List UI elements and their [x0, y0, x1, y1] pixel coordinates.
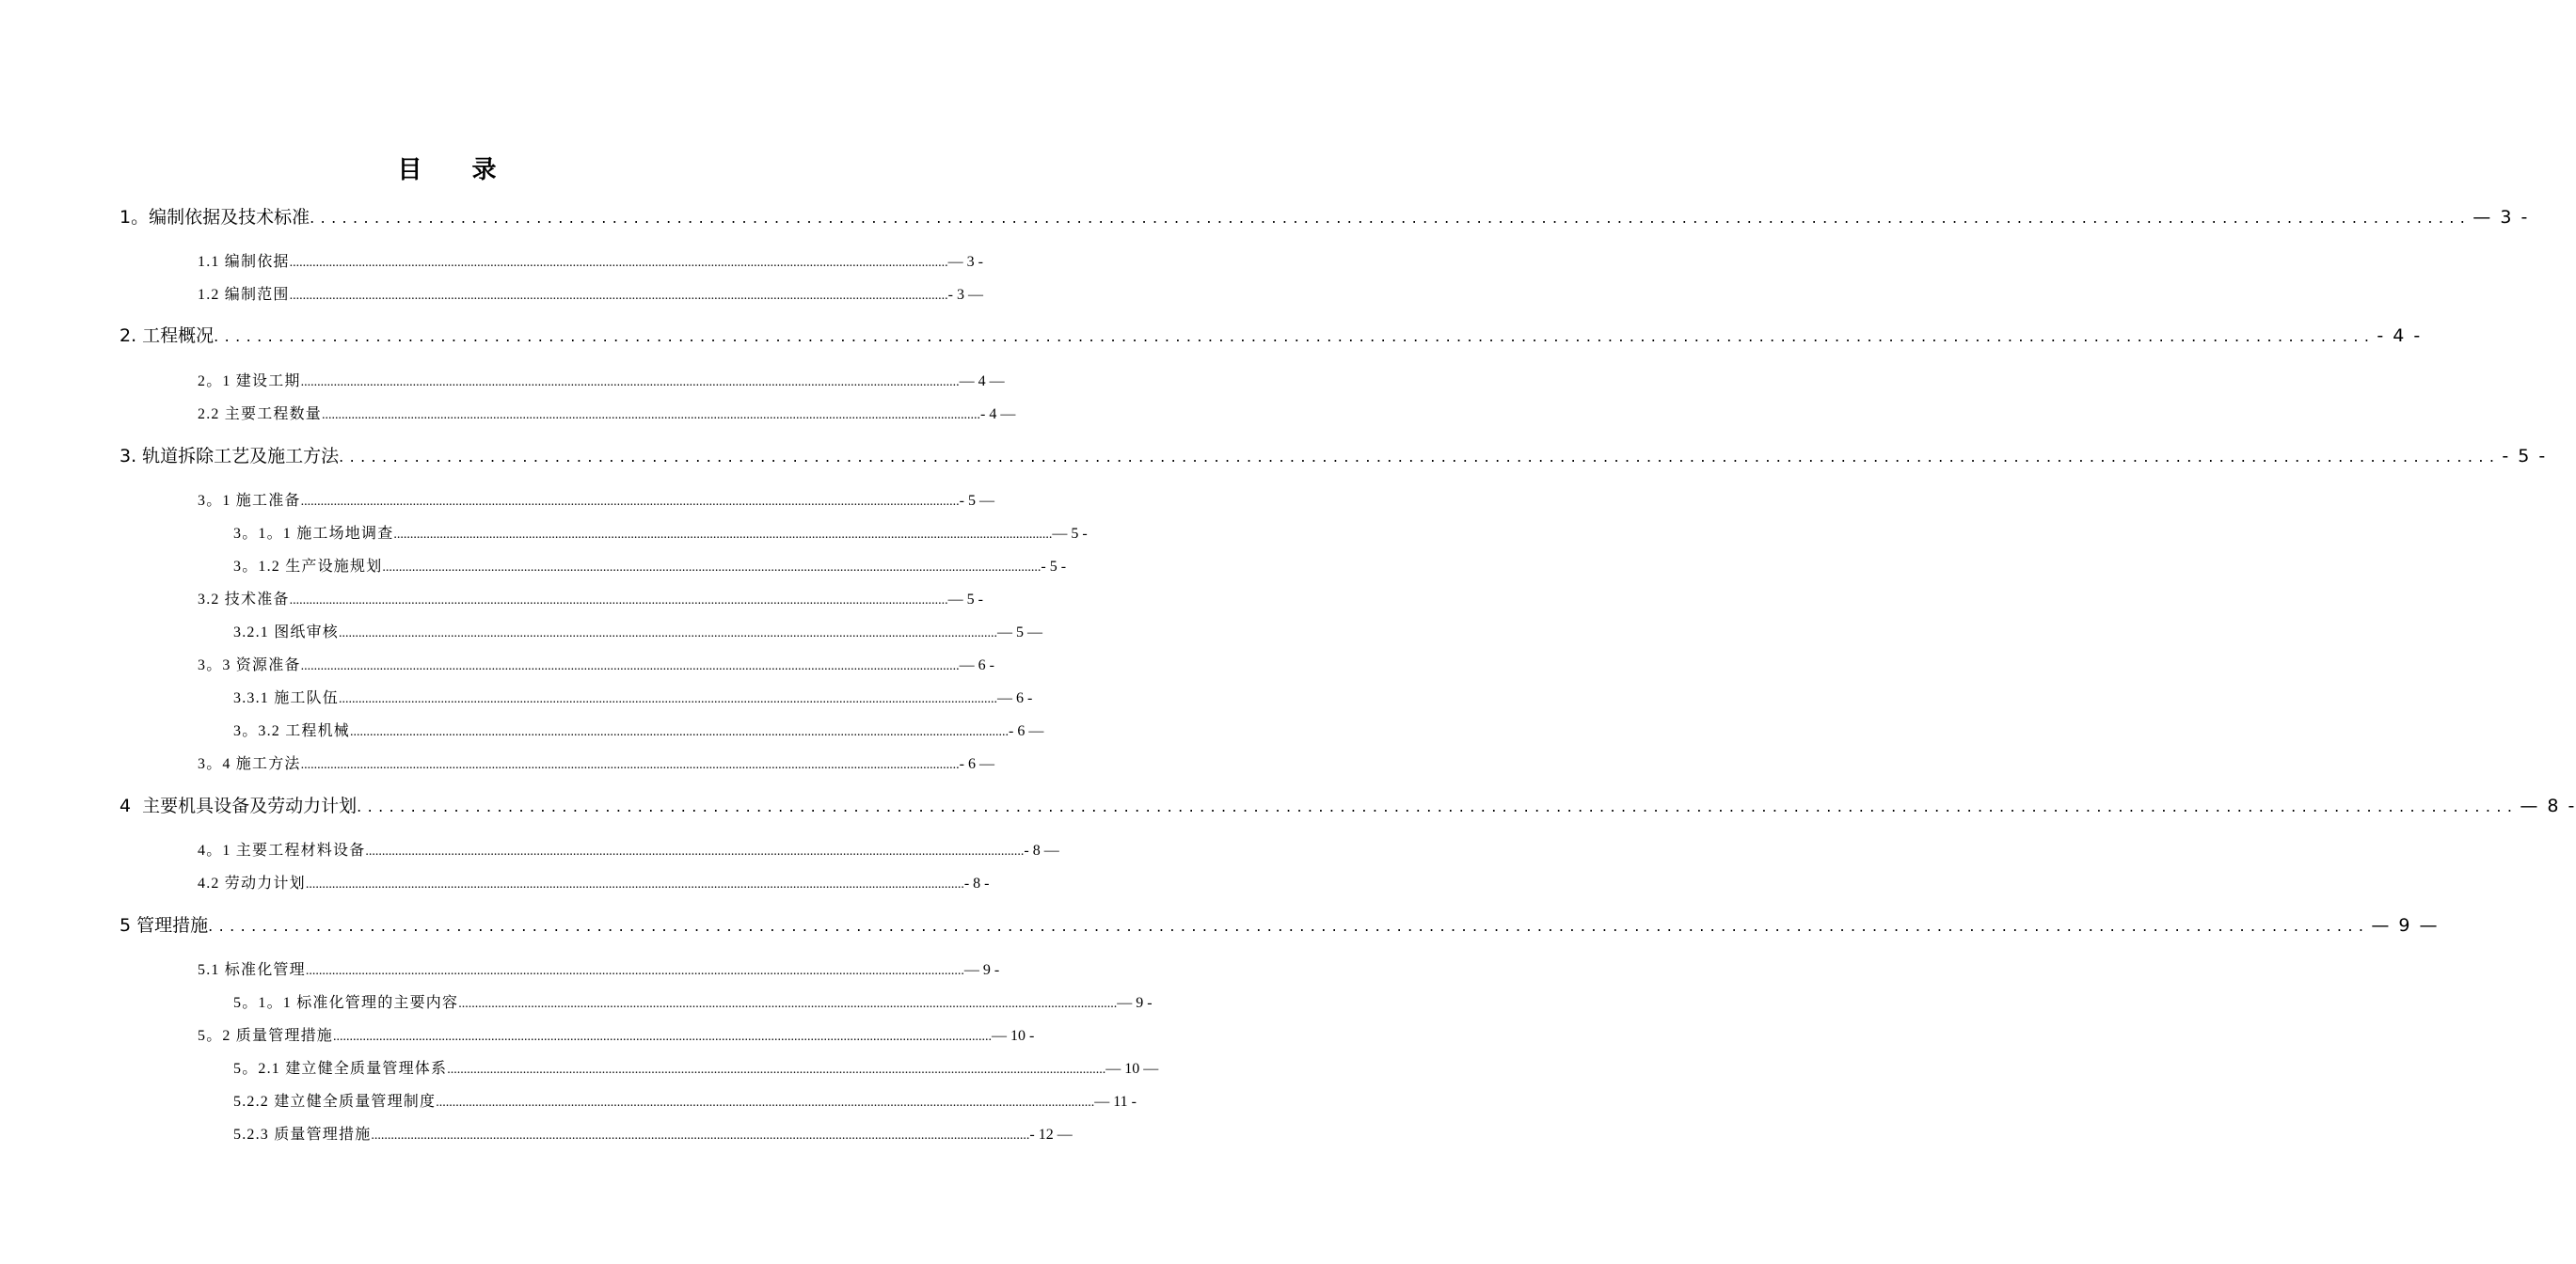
toc-leader: ........................................................................................................................................................................................................ [305, 964, 964, 978]
toc-page-number: - 3 — [947, 287, 983, 303]
toc-entry[interactable] [233, 1056, 1159, 1079]
toc-page-number: — 3 - [947, 254, 983, 270]
toc-entry[interactable] [198, 871, 990, 893]
toc-entry[interactable] [198, 402, 1016, 424]
toc-leader: ........................................................................................................................................................................................................ [357, 798, 2519, 815]
toc-page-number: - 4 — [980, 406, 1016, 422]
toc-leader: ........................................................................................................................................................................................................ [339, 626, 998, 640]
toc-entry[interactable] [198, 587, 983, 609]
toc-page-number: - 12 — [1029, 1127, 1073, 1143]
toc-entry[interactable] [233, 719, 1044, 741]
toc-entry[interactable] [233, 1122, 1073, 1145]
toc-page-number: - 5 — [959, 493, 994, 509]
toc-page-number: — 6 - [959, 657, 994, 673]
toc-entry[interactable] [119, 322, 2423, 350]
toc-entry-label: 3。1。1 施工场地调查 [233, 526, 394, 542]
toc-entry-label: 1.2 编制范围 [198, 287, 290, 303]
toc-title: 目 录 [397, 156, 517, 184]
toc-leader: ........................................................................................................................................................................................................ [289, 289, 948, 303]
toc-leader: ........................................................................................................................................................................................................ [289, 593, 948, 608]
toc-leader: ........................................................................................................................................................................................................ [214, 327, 2376, 345]
toc-leader: ........................................................................................................................................................................................................ [322, 408, 981, 422]
toc-page-number: — 6 - [997, 690, 1033, 706]
toc-entry-label: 3.2.1 图纸审核 [233, 624, 340, 640]
toc-entry-label: 5 管理措施 [119, 915, 209, 936]
toc-entry[interactable] [233, 686, 1033, 708]
toc-entry[interactable] [233, 620, 1043, 642]
toc-entry-label: 5。1。1 标准化管理的主要内容 [233, 995, 459, 1011]
toc-leader: ........................................................................................................................................................................................................ [208, 917, 2370, 935]
toc-leader: ........................................................................................................................................................................................................ [371, 1129, 1030, 1143]
toc-entry-label: 3。3.2 工程机械 [233, 723, 351, 739]
toc-entry[interactable] [233, 1089, 1137, 1112]
toc-entry[interactable] [198, 838, 1059, 861]
toc-entry-label: 3。1 施工准备 [198, 493, 301, 509]
toc-entry-label: 3.3.1 施工队伍 [233, 690, 340, 706]
toc-page-number: - 4 - [2377, 325, 2423, 346]
toc-leader: ........................................................................................................................................................................................................ [289, 256, 948, 270]
toc-entry[interactable] [198, 249, 983, 272]
toc-entry-label: 2.2 主要工程数量 [198, 406, 323, 422]
toc-leader: ........................................................................................................................................................................................................ [382, 561, 1042, 575]
toc-entry[interactable] [119, 792, 2576, 820]
toc-page-number: — 10 — [1105, 1061, 1159, 1077]
toc-page-number: — 4 — [959, 373, 1005, 389]
toc-entry-label: 5。2 质量管理措施 [198, 1028, 334, 1044]
toc-leader: ........................................................................................................................................................................................................ [447, 1063, 1106, 1077]
toc-page-number: — 5 - [1052, 526, 1088, 542]
toc-page-number: - 6 — [1009, 723, 1044, 739]
toc-entry-label: 3。4 施工方法 [198, 756, 301, 772]
toc-leader: ........................................................................................................................................................................................................ [458, 997, 1118, 1011]
toc-entry[interactable] [198, 1023, 1035, 1046]
toc-page-number: — 5 — [997, 624, 1043, 640]
toc-page-number: - 8 - [963, 876, 990, 892]
toc-entry-label: 5.2.2 建立健全质量管理制度 [233, 1094, 437, 1110]
toc-entry-label: 4 主要机具设备及劳动力计划 [119, 796, 358, 816]
toc-leader: ........................................................................................................................................................................................................ [339, 448, 2501, 466]
toc-entry[interactable] [119, 203, 2530, 231]
toc-leader: ........................................................................................................................................................................................................ [333, 1030, 993, 1044]
toc-entry[interactable] [119, 442, 2548, 470]
toc-leader: ........................................................................................................................................................................................................ [310, 209, 2472, 227]
toc-leader: ........................................................................................................................................................................................................ [300, 375, 960, 389]
toc-leader: ........................................................................................................................................................................................................ [350, 725, 1010, 739]
toc-page-number: — 9 — [2371, 915, 2440, 936]
toc-entry-label: 5.1 标准化管理 [198, 962, 306, 978]
toc-page-number: — 5 - [947, 592, 983, 608]
toc-page-number: — 9 - [963, 962, 1000, 978]
toc-entry[interactable] [233, 521, 1088, 544]
toc-page-number: — 9 - [1117, 995, 1153, 1011]
toc-entry[interactable] [198, 751, 994, 774]
toc-entry[interactable] [233, 990, 1153, 1013]
toc-leader: ........................................................................................................................................................................................................ [393, 528, 1053, 542]
toc-leader: ........................................................................................................................................................................................................ [300, 495, 960, 509]
toc-entry-label: 4。1 主要工程材料设备 [198, 843, 366, 859]
toc-leader: ........................................................................................................................................................................................................ [305, 877, 964, 892]
toc-entry-label: 3. 轨道拆除工艺及施工方法 [119, 446, 340, 466]
toc-entry[interactable] [119, 911, 2440, 940]
toc-entry-label: 3。3 资源准备 [198, 657, 301, 673]
toc-entry-label: 3。1.2 生产设施规划 [233, 559, 383, 575]
toc-entry[interactable] [198, 488, 994, 511]
toc-page-number: — 3 - [2473, 207, 2530, 228]
toc-leader: ........................................................................................................................................................................................................ [300, 758, 960, 772]
toc-leader: ........................................................................................................................................................................................................ [436, 1096, 1095, 1110]
toc-entry-label: 4.2 劳动力计划 [198, 876, 306, 892]
toc-page-number: — 8 - [2520, 796, 2576, 816]
toc-entry-label: 5。2.1 建立健全质量管理体系 [233, 1061, 448, 1077]
toc-page-number: - 8 — [1024, 843, 1059, 859]
toc-page-number: - 6 — [959, 756, 994, 772]
toc-leader: ........................................................................................................................................................................................................ [300, 659, 960, 673]
toc-entry-label: 1.1 编制依据 [198, 254, 290, 270]
toc-page-number: — 11 - [1094, 1094, 1137, 1110]
toc-entry[interactable] [198, 282, 983, 305]
toc-entry-label: 5.2.3 质量管理措施 [233, 1127, 372, 1143]
toc-entry[interactable] [198, 957, 1000, 980]
toc-entry-label: 3.2 技术准备 [198, 592, 290, 608]
toc-leader: ........................................................................................................................................................................................................ [365, 845, 1025, 859]
toc-page-number: — 10 - [992, 1028, 1035, 1044]
toc-page-number: - 5 - [1041, 559, 1067, 575]
toc-entry[interactable] [198, 653, 994, 675]
toc-entry-label: 1。编制依据及技术标准 [119, 207, 310, 228]
toc-entry-label: 2. 工程概况 [119, 325, 215, 346]
toc-entry-label: 2。1 建设工期 [198, 373, 301, 389]
toc-page-number: - 5 - [2502, 446, 2548, 466]
toc-entry[interactable] [233, 554, 1067, 577]
toc-leader: ........................................................................................................................................................................................................ [339, 692, 998, 706]
toc-entry[interactable] [198, 369, 1005, 391]
